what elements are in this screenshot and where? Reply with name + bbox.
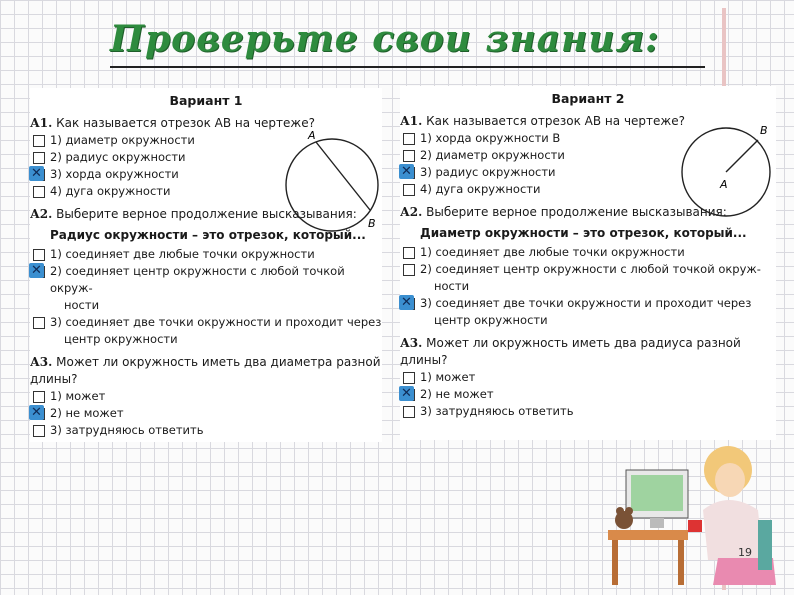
checkbox[interactable] — [403, 150, 415, 162]
answer-option[interactable] — [400, 244, 776, 261]
v2-q1-num: А1. — [400, 114, 423, 128]
checkbox[interactable] — [33, 425, 45, 437]
option-label: 2) не может — [50, 406, 124, 420]
option-label: 3) хорда окружности — [50, 167, 179, 181]
option-label: 3) радиус окружности — [420, 165, 556, 179]
answer-option[interactable] — [30, 314, 382, 331]
answer-option[interactable] — [400, 295, 776, 312]
page-number: 19 — [738, 546, 752, 559]
v2-q2-options — [400, 244, 776, 329]
page-title: Проверьте свои знания: — [110, 18, 660, 60]
checked-cross-icon: ✕ — [399, 295, 414, 310]
v2-q3-text: Может ли окружность иметь два радиуса разной длины? — [400, 336, 741, 367]
checkbox[interactable] — [403, 264, 415, 276]
checked-cross-icon: ✕ — [29, 405, 44, 420]
option-label-continuation: центр окружности — [434, 313, 548, 327]
option-label: 2) соединяет центр окружности с любой точкой окруж- — [50, 264, 345, 295]
answer-option[interactable] — [400, 386, 776, 403]
v2-q1-text: Как называется отрезок AB на чертеже? — [426, 114, 685, 128]
answer-option[interactable] — [30, 263, 382, 297]
checkbox[interactable] — [33, 391, 45, 403]
v2-q2-subtitle: Диаметр окружности – это отрезок, который... — [420, 226, 747, 240]
answer-option[interactable] — [30, 388, 382, 405]
title-underline — [110, 66, 705, 68]
checked-cross-icon: ✕ — [399, 164, 414, 179]
option-label: 2) не может — [420, 387, 494, 401]
checkbox[interactable] — [403, 247, 415, 259]
option-label: 3) затрудняюсь ответить — [420, 404, 574, 418]
option-label: 1) соединяет две любые точки окружности — [50, 247, 315, 261]
v1-q3-text: Может ли окружность иметь два диаметра разной длины? — [30, 355, 381, 386]
v1-q2-options — [30, 246, 382, 348]
option-label: 1) соединяет две любые точки окружности — [420, 245, 685, 259]
v1-q1-num: А1. — [30, 116, 53, 130]
v1-q2-text: Выберите верное продолжение высказывания: — [56, 207, 357, 221]
v2-q3-options — [400, 369, 776, 420]
checkbox[interactable] — [33, 249, 45, 261]
child-at-computer-illustration — [598, 440, 778, 590]
option-label: 4) дуга окружности — [50, 184, 171, 198]
option-label: 1) диаметр окружности — [50, 133, 195, 147]
checkbox[interactable] — [33, 317, 45, 329]
variant-2-heading: Вариант 2 — [551, 91, 625, 106]
checked-cross-icon: ✕ — [399, 386, 414, 401]
option-label: 1) хорда окружности B — [420, 131, 561, 145]
option-label-continuation: центр окружности — [64, 332, 178, 346]
checked-cross-icon: ✕ — [29, 166, 44, 181]
option-label-continuation: ности — [64, 298, 100, 312]
option-label: 2) соединяет центр окружности с любой точкой окруж- — [420, 262, 761, 276]
option-label: 1) может — [420, 370, 476, 384]
variant-1-heading: Вариант 1 — [169, 93, 243, 108]
answer-option[interactable] — [30, 405, 382, 422]
v1-point-a-label: A — [308, 130, 316, 142]
option-label: 3) соединяет две точки окружности и проходит через — [50, 315, 382, 329]
v2-q3 — [400, 335, 776, 369]
answer-option[interactable] — [30, 246, 382, 263]
checkbox[interactable] — [403, 184, 415, 196]
variant-1-card — [30, 88, 382, 442]
v1-q2-subtitle: Радиус окружности – это отрезок, который... — [50, 228, 366, 242]
option-label: 2) диаметр окружности — [420, 148, 565, 162]
checkbox[interactable] — [403, 133, 415, 145]
answer-option[interactable] — [400, 261, 776, 278]
v1-q3-num: А3. — [30, 355, 53, 369]
v2-q2-text: Выберите верное продолжение высказывания: — [426, 205, 727, 219]
v1-q2-num: А2. — [30, 207, 53, 221]
v2-circle-diagram — [676, 120, 776, 220]
checkbox[interactable] — [33, 152, 45, 164]
v2-point-b-label: B — [760, 124, 768, 137]
option-label: 3) затрудняюсь ответить — [50, 423, 204, 437]
v1-q1-text: Как называется отрезок AB на чертеже? — [56, 116, 315, 130]
option-label-continuation: ности — [434, 279, 470, 293]
checked-cross-icon: ✕ — [29, 263, 44, 278]
v2-point-a-label: A — [720, 178, 728, 191]
option-label: 4) дуга окружности — [420, 182, 541, 196]
checkbox[interactable] — [33, 186, 45, 198]
answer-option[interactable] — [400, 403, 776, 420]
checkbox[interactable] — [403, 406, 415, 418]
checkbox[interactable] — [33, 135, 45, 147]
option-label: 1) может — [50, 389, 106, 403]
option-label: 2) радиус окружности — [50, 150, 186, 164]
answer-option[interactable] — [30, 422, 382, 439]
v2-q2-num: А2. — [400, 205, 423, 219]
variant-2-card — [400, 86, 776, 440]
v2-q3-num: А3. — [400, 336, 423, 350]
v1-circle-diagram — [280, 130, 385, 235]
checkbox[interactable] — [403, 372, 415, 384]
option-label: 3) соединяет две точки окружности и проходит через — [420, 296, 752, 310]
v1-q3-options — [30, 388, 382, 439]
v1-point-b-label: B — [368, 217, 376, 230]
answer-option[interactable] — [400, 369, 776, 386]
v1-q3 — [30, 354, 382, 388]
